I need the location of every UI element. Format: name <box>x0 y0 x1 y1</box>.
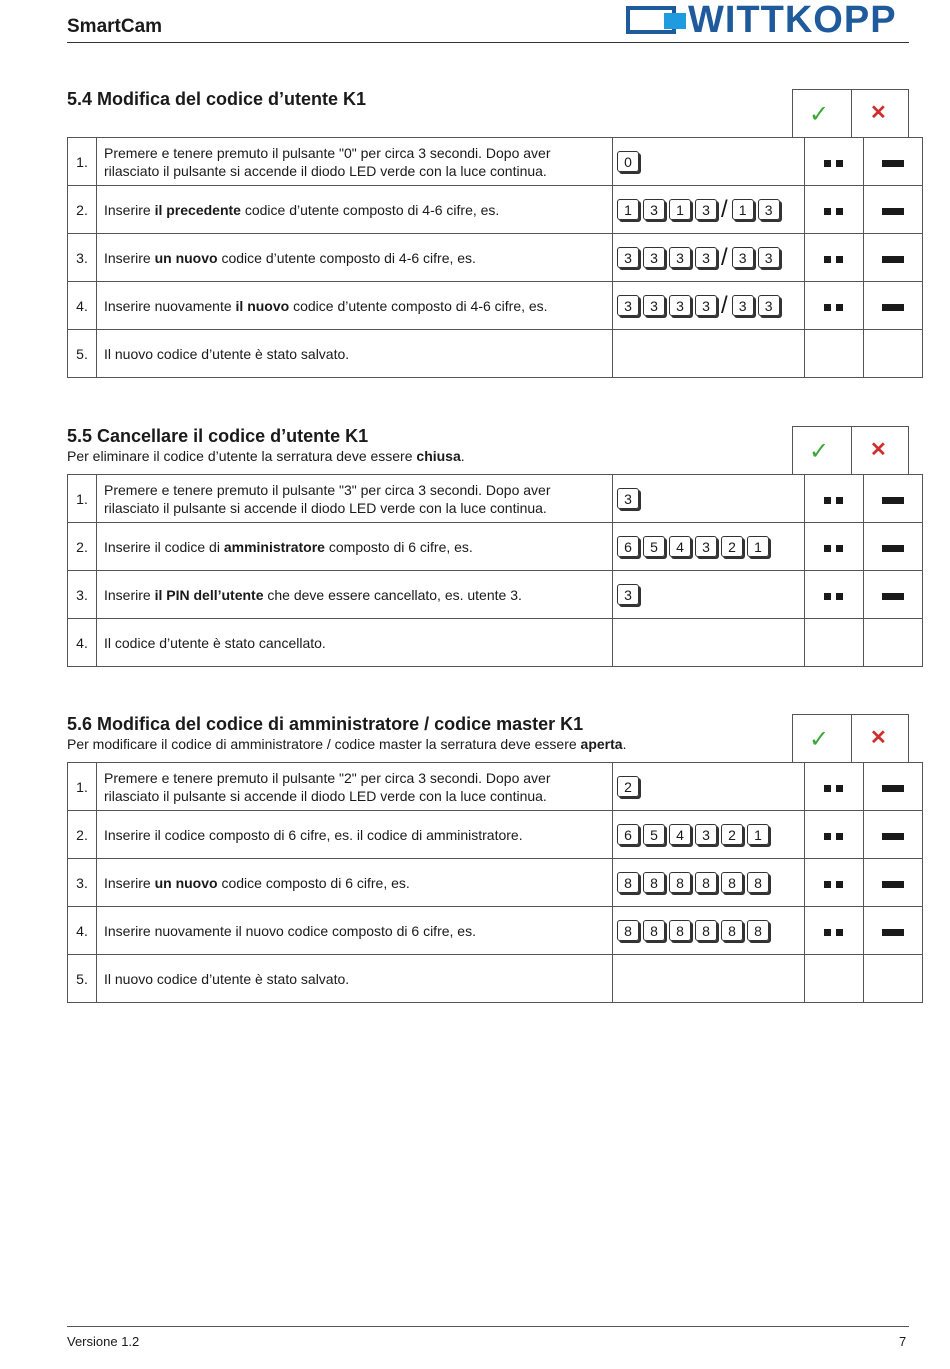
key-icon: 1 <box>747 536 769 557</box>
key-icon: 1 <box>732 199 754 220</box>
table-row <box>68 811 923 859</box>
table-row <box>68 330 923 378</box>
check-icon: ✓ <box>809 726 830 753</box>
key-icon: 2 <box>617 776 639 797</box>
key-icon: 5 <box>643 536 665 557</box>
cross-icon: ✕ <box>870 102 887 124</box>
key-icon: 3 <box>758 247 780 268</box>
step-number: 2. <box>68 523 97 571</box>
key-icon: 8 <box>669 920 691 941</box>
step-number: 2. <box>68 186 97 234</box>
slash-separator: / <box>721 291 728 319</box>
key-icon: 0 <box>617 151 639 172</box>
key-sequence <box>613 282 805 330</box>
version-label: Versione 1.2 <box>67 1334 140 1349</box>
step-number: 5. <box>68 330 97 378</box>
step-number: 2. <box>68 811 97 859</box>
key-icon: 3 <box>669 247 691 268</box>
logo-square-icon <box>664 13 686 29</box>
slash-separator: / <box>721 243 728 271</box>
key-sequence <box>613 186 805 234</box>
key-icon: 8 <box>617 872 639 893</box>
key-icon: 3 <box>695 247 717 268</box>
key-icon: 3 <box>695 295 717 316</box>
key-icon: 4 <box>669 824 691 845</box>
step-text: Il codice d’utente è stato cancellato. <box>97 619 613 667</box>
step-text: Premere e tenere premuto il pulsante "2" per circa 3 secondi. Dopo aver rilasciato il pulsante si accende il diodo LED verde con la luce continua. <box>97 763 613 811</box>
key-icon: 8 <box>747 920 769 941</box>
key-sequence <box>613 475 805 523</box>
key-icon: 3 <box>617 488 639 509</box>
step-number: 1. <box>68 763 97 811</box>
step-number: 3. <box>68 571 97 619</box>
table-row <box>68 571 923 619</box>
key-icon: 3 <box>695 199 717 220</box>
key-sequence <box>613 907 805 955</box>
led-blink-icon <box>805 234 864 282</box>
step-text: Inserire un nuovo codice composto di 6 cifre, es. <box>97 859 613 907</box>
key-icon: 4 <box>669 536 691 557</box>
key-icon: 3 <box>732 295 754 316</box>
key-icon: 3 <box>695 536 717 557</box>
table-row <box>68 859 923 907</box>
key-icon: 3 <box>758 295 780 316</box>
step-number: 4. <box>68 619 97 667</box>
step-number: 4. <box>68 282 97 330</box>
led-blink-icon <box>805 811 864 859</box>
led-blink-icon <box>805 475 864 523</box>
led-steady-icon <box>864 475 923 523</box>
cross-icon: ✕ <box>870 439 887 461</box>
key-icon: 3 <box>695 824 717 845</box>
status-header <box>792 89 909 137</box>
document-header-title: SmartCam <box>67 16 163 37</box>
led-steady-icon <box>864 523 923 571</box>
key-icon: 8 <box>695 872 717 893</box>
key-icon: 8 <box>721 872 743 893</box>
led-steady-icon <box>864 234 923 282</box>
led-steady-icon <box>864 859 923 907</box>
step-text: Premere e tenere premuto il pulsante "0" per circa 3 secondi. Dopo aver rilasciato il pulsante si accende il diodo LED verde con la luce continua. <box>97 138 613 186</box>
step-text: Inserire il PIN dell’utente che deve essere cancellato, es. utente 3. <box>97 571 613 619</box>
led-steady-icon <box>864 282 923 330</box>
logo-text: WITTKOPP <box>688 0 897 41</box>
step-text: Il nuovo codice d’utente è stato salvato. <box>97 955 613 1003</box>
key-icon: 8 <box>669 872 691 893</box>
steps-table <box>67 762 923 1003</box>
table-row <box>68 619 923 667</box>
step-number: 3. <box>68 234 97 282</box>
led-blink-icon <box>805 186 864 234</box>
key-sequence <box>613 571 805 619</box>
led-steady-icon <box>864 811 923 859</box>
step-text: Inserire il precedente codice d’utente composto di 4-6 cifre, es. <box>97 186 613 234</box>
key-icon: 1 <box>669 199 691 220</box>
key-icon: 3 <box>643 247 665 268</box>
key-icon: 3 <box>617 247 639 268</box>
table-row <box>68 955 923 1003</box>
status-header <box>792 714 909 762</box>
key-sequence <box>613 859 805 907</box>
key-sequence <box>613 763 805 811</box>
check-icon: ✓ <box>809 101 830 128</box>
key-icon: 6 <box>617 824 639 845</box>
key-icon: 3 <box>669 295 691 316</box>
status-header <box>792 426 909 474</box>
step-text: Inserire un nuovo codice d’utente composto di 4-6 cifre, es. <box>97 234 613 282</box>
step-number: 3. <box>68 859 97 907</box>
key-icon: 6 <box>617 536 639 557</box>
key-icon: 3 <box>617 295 639 316</box>
step-number: 5. <box>68 955 97 1003</box>
step-number: 1. <box>68 138 97 186</box>
section-subtitle: Per modificare il codice di amministratore / codice master la serratura deve essere aperta. <box>67 736 627 752</box>
key-icon: 3 <box>643 199 665 220</box>
key-icon: 3 <box>732 247 754 268</box>
check-icon: ✓ <box>809 438 830 465</box>
led-steady-icon <box>864 907 923 955</box>
step-text: Inserire nuovamente il nuovo codice composto di 6 cifre, es. <box>97 907 613 955</box>
led-steady-icon <box>864 571 923 619</box>
footer-divider <box>67 1326 909 1327</box>
led-blink-icon <box>805 571 864 619</box>
table-row <box>68 138 923 186</box>
section-title: 5.5 Cancellare il codice d’utente K1 <box>67 426 369 446</box>
page-number: 7 <box>899 1334 907 1349</box>
key-icon: 5 <box>643 824 665 845</box>
key-sequence <box>613 138 805 186</box>
slash-separator: / <box>721 195 728 223</box>
key-icon: 8 <box>643 872 665 893</box>
key-icon: 8 <box>617 920 639 941</box>
key-icon: 2 <box>721 824 743 845</box>
led-blink-icon <box>805 763 864 811</box>
led-steady-icon <box>864 763 923 811</box>
key-icon: 1 <box>747 824 769 845</box>
steps-table <box>67 137 923 378</box>
step-number: 1. <box>68 475 97 523</box>
table-row <box>68 907 923 955</box>
step-text: Premere e tenere premuto il pulsante "3" per circa 3 secondi. Dopo aver rilasciato il pulsante si accende il diodo LED verde con la luce continua. <box>97 475 613 523</box>
led-blink-icon <box>805 138 864 186</box>
step-text: Inserire nuovamente il nuovo codice d’utente composto di 4-6 cifre, es. <box>97 282 613 330</box>
key-icon: 8 <box>721 920 743 941</box>
step-text: Il nuovo codice d’utente è stato salvato. <box>97 330 613 378</box>
led-blink-icon <box>805 282 864 330</box>
step-text: Inserire il codice composto di 6 cifre, es. il codice di amministratore. <box>97 811 613 859</box>
led-steady-icon <box>864 138 923 186</box>
header-divider <box>67 42 909 43</box>
step-number: 4. <box>68 907 97 955</box>
key-sequence <box>613 234 805 282</box>
table-row <box>68 523 923 571</box>
led-steady-icon <box>864 186 923 234</box>
section-subtitle: Per eliminare il codice d’utente la serratura deve essere chiusa. <box>67 448 465 464</box>
led-blink-icon <box>805 859 864 907</box>
step-text: Inserire il codice di amministratore composto di 6 cifre, es. <box>97 523 613 571</box>
key-icon: 3 <box>617 584 639 605</box>
key-icon: 8 <box>643 920 665 941</box>
key-icon: 2 <box>721 536 743 557</box>
section-title: 5.4 Modifica del codice d’utente K1 <box>67 89 367 109</box>
key-icon: 3 <box>643 295 665 316</box>
table-row <box>68 763 923 811</box>
table-row <box>68 234 923 282</box>
key-icon: 8 <box>747 872 769 893</box>
key-sequence <box>613 811 805 859</box>
table-row <box>68 186 923 234</box>
key-icon: 1 <box>617 199 639 220</box>
key-icon: 3 <box>758 199 780 220</box>
led-blink-icon <box>805 907 864 955</box>
section-title: 5.6 Modifica del codice di amministratore / codice master K1 <box>67 714 584 734</box>
key-sequence <box>613 523 805 571</box>
steps-table <box>67 474 923 667</box>
table-row <box>68 475 923 523</box>
table-row <box>68 282 923 330</box>
led-blink-icon <box>805 523 864 571</box>
cross-icon: ✕ <box>870 727 887 749</box>
wittkopp-logo <box>626 0 911 41</box>
key-icon: 8 <box>695 920 717 941</box>
